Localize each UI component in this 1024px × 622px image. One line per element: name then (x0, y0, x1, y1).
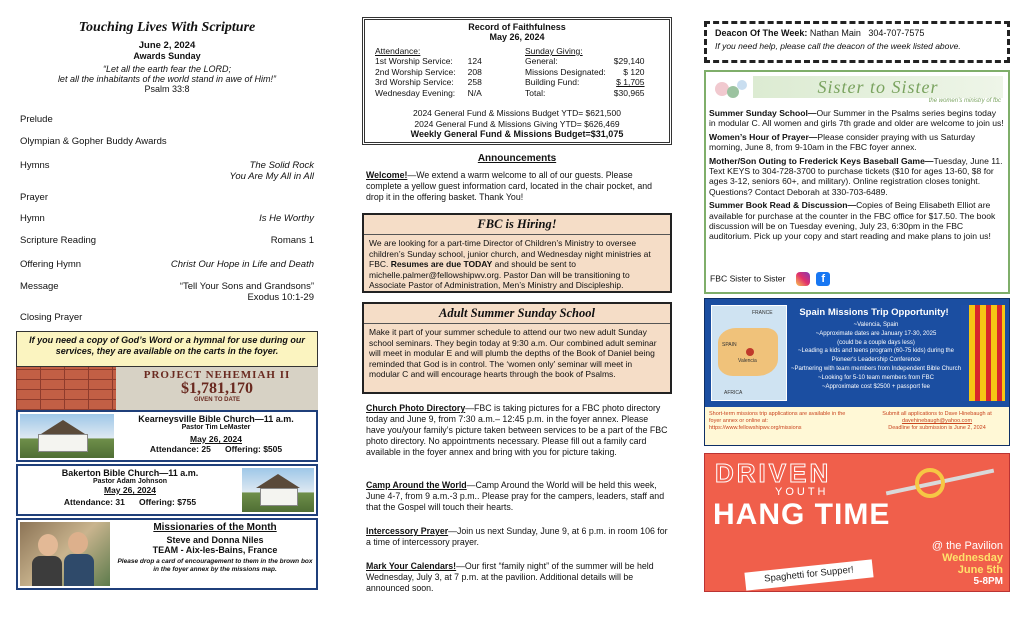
column-announcements (362, 0, 672, 622)
spain-bullets: ~Valencia, Spain ~Approximate dates are January 17-30, 2025 (could be a couple days less) ~Leading a kids and teens program (60-75 kids) during the Pioneer's Leadership Conference ~Partnering with team members from Independent Bible Church ~Looking for 5-10 team members from FBC ~Approximate cost $2500 + passport fee (791, 322, 961, 390)
camp-announcement: Camp Around the World—Camp Around the World will be held this week, June 4-7, from 9 a.m.-3 p.m.. Please pray for the campers, leaders, staff and that the Gospel will touch their hearts. (366, 480, 665, 512)
service-item: Offering Hymn Christ Our Hope in Life and Death (20, 259, 314, 270)
hang-date: June 5th (957, 564, 1003, 576)
spaghetti-supper: Spaghetti for Supper! (744, 559, 873, 590)
spain-application-info: Short-term missions trip applications are available in the foyer annex or online at: https://www.fellowshipwv.org/missions (709, 411, 846, 431)
table-row: Wednesday Evening: N/A (375, 87, 482, 98)
missionaries-names: Steve and Donna Niles (166, 535, 264, 545)
missionaries-heading: Missionaries of the Month (153, 522, 277, 533)
service-item: Prelude (20, 114, 53, 125)
missionaries-photo (20, 522, 110, 586)
service-item: Hymns The Solid Rock You Are My All in All (20, 160, 314, 182)
bulletin-occasion: Awards Sunday (133, 51, 201, 61)
kearneysville-pastor: Pastor Tim LeMaster (181, 424, 251, 431)
record-date: May 26, 2024 (489, 32, 545, 42)
hang-time-range: 5-8PM (973, 576, 1003, 587)
hiring-title: FBC is Hiring! (364, 215, 670, 235)
budget-ytd: 2024 General Fund & Missions Budget YTD= $621,500 (413, 108, 621, 118)
service-item: Scripture Reading Romans 1 (20, 235, 314, 246)
bakerton-date: May 26, 2024 (104, 485, 156, 495)
deacon-help: If you need help, please call the deacon of the week listed above. (715, 41, 961, 51)
brick-wall-image (16, 367, 116, 410)
record-of-faithfulness (362, 17, 672, 145)
welcome-announcement: Welcome!—We extend a warm welcome to all of our guests. Please complete a yellow guest information card, located in the chair pocket, and drop it in the offering basket. Thank You! (366, 170, 653, 202)
valencia-flag-image (961, 305, 1005, 401)
record-title: Record of Faithfulness (468, 22, 566, 32)
driven-text: DRIVEN (715, 458, 832, 488)
photo-directory-announcement: Church Photo Directory—FBC is taking pictures for a FBC photo directory today and June 9, from 7:30 a.m.– 12:45 p.m. in the foyer annex. Please have you/your family’s picture taken between services to be a part of the FBC photo directory. No appointments necessary. Please fill out a family card available in the foyer annex and bring with you for picture taking. (366, 403, 668, 457)
spain-map-image (711, 305, 787, 401)
table-row: Missions Designated: $ 120 (525, 66, 645, 77)
spain-title: Spain Missions Trip Opportunity! (799, 307, 949, 318)
project-amount: $1,781,170 (181, 380, 253, 397)
instagram-icon[interactable] (796, 272, 810, 286)
weekly-budget: Weekly General Fund & Missions Budget=$31,075 (410, 129, 624, 139)
missionaries-note: Please drop a card of encouragement to them in the brown box in the foyer annex by the missions map. (117, 558, 313, 573)
map-label: SPAIN (722, 342, 737, 348)
verse-line-2: let all the inhabitants of the world stand in awe of Him!” (57, 74, 277, 84)
youth-hang-time-flyer (704, 453, 1010, 592)
bakerton-name: Bakerton Bible Church—11 a.m. (61, 468, 199, 478)
service-item: Olympian & Gopher Buddy Awards (20, 136, 167, 147)
kearneysville-name: Kearneysville Bible Church—11 a.m. (138, 414, 294, 424)
bakerton-stats: Attendance: 31 Offering: $755 (63, 497, 197, 507)
bulletin-title: Touching Lives With Scripture (78, 20, 256, 35)
spain-email-link[interactable]: davehinebaugh@yahoo.com (901, 418, 973, 424)
sister-logo-banner (709, 74, 1005, 108)
kearneysville-stats: Attendance: 25 Offering: $505 (149, 444, 283, 454)
fork-spaghetti-icon (885, 460, 1005, 510)
map-label: AFRICA (724, 390, 743, 396)
deacon-of-week-box: Deacon Of The Week: Nathan Main 304-707-7575 If you need help, please call the deacon of the week listed above. (704, 21, 1010, 63)
calendar-announcement: Mark Your Calendars!—Our first “family night” of the summer will be held Wednesday, July 3, at 7 p.m. at the pavilion. Additional details will be announced soon. (366, 561, 654, 593)
giving-table: Sunday Giving: General: $29,140 Missions Designated: $ 120 Building Fund: $ 1,705 Total: $30,965 (525, 46, 645, 98)
table-row: General: $29,140 (525, 56, 645, 67)
verse-ref: Psalm 33:8 (144, 84, 190, 94)
youth-text: YOUTH (775, 486, 829, 498)
service-item: Prayer (20, 192, 48, 203)
hang-day: Wednesday (942, 552, 1003, 564)
adult-sunday-school-box: Adult Summer Sunday School Make it part of your summer schedule to attend our two new adult Sunday school seminars. They begin today at 9:30 a.m. Our combined adult seminar will meet in modular E and will plumb the depths of the Book of Daniel being reminded that God is in control. The ‘women only’ seminar will meet in modular C and will encourage hearts through the book of Psalms. (362, 302, 672, 394)
service-item: Hymn Is He Worthy (20, 213, 314, 224)
spain-missions-flyer: FRANCE Valencia SPAIN AFRICA Spain Missions Trip Opportunity! ~Valencia, Spain ~Approximate dates are January 17-30, 2025 (could be a couple days less) ~Leading a kids and teens program (60-75 kids) during the Pioneer's Leadership Conference ~Partnering with team members from Independent Bible Church ~Looking for 5-10 team members from FBC ~Approximate cost $2500 + passport fee Short-term missions trip applications are available in the foyer annex or online at: https://www.fellowshipwv.org/missions Submit all applications to Dave Hinebaugh at davehinebaugh@yahoo.com Deadline for submission is June 2, 2024 (704, 298, 1010, 446)
facebook-icon[interactable]: f (816, 272, 830, 286)
announcements-heading: Announcements (477, 153, 557, 164)
flower-icon (711, 78, 751, 102)
table-row: 3rd Worship Service: 258 (375, 77, 482, 88)
map-label: FRANCE (752, 310, 773, 316)
hymnal-note: If you need a copy of God’s Word or a hymnal for use during our services, they are available on the carts in the foyer. (16, 331, 318, 367)
project-nehemiah-banner (16, 367, 318, 410)
column-order-of-service (16, 0, 318, 622)
kearneysville-church-photo (20, 414, 114, 458)
sister-tagline: the women’s ministry of fbc (928, 98, 1001, 104)
sister-footer: FBC Sister to Sister (710, 273, 786, 284)
giving-ytd: 2024 General Fund & Missions Giving YTD= $626,469 (414, 118, 620, 129)
column-ministries (704, 0, 1010, 622)
map-label: Valencia (738, 358, 757, 364)
sister-logo: Sister to Sister (753, 76, 1003, 98)
bakerton-church-photo (242, 468, 314, 512)
attendance-table: Attendance: 1st Worship Service: 124 2nd Worship Service: 208 3rd Worship Service: 258 Wednesday Evening: N/A (375, 46, 482, 98)
prayer-announcement: Intercessory Prayer—Join us next Sunday, June 9, at 6 p.m. in room 106 for a time of intercessory prayer. (366, 526, 668, 547)
project-caption: GIVEN TO DATE (193, 397, 241, 403)
table-row: 1st Worship Service: 124 (375, 56, 482, 67)
kearneysville-date: May 26, 2024 (190, 434, 242, 444)
table-row: 2nd Worship Service: 208 (375, 66, 482, 77)
service-item: Closing Prayer (20, 312, 83, 323)
sister-to-sister-box: Sister to Sister the women’s ministry of fbc Summer Sunday School—Our Summer in the Psalms series begins today in modular C. All women and girls 7th grade and older are welcome to join us! Women’s Hour of Prayer—Please consider praying with us Saturday morning, June 8, from 9-10am in the FBC foyer annex. Mother/Son Outing to Frederick Keys Baseball Game—Tuesday, June 11. Text KEYS to 304-728-3700 to purchase tickets ($10 for ages 13-60, $8 for ages 3-12, seniors 60+, and military). Online registration closes tonight. Questions? Contact Deborah at 330-703-6489. Summer Book Read & Discussion—Copies of Being Elisabeth Elliot are available for purchase at the counter in the FBC office for $17.50. The book discussion will be on Tuesday evening, July 23, 6:30pm in the FBC auditorium. Pick up your copy and start reading and make plans to join us! FBC Sister to Sister f (704, 70, 1010, 294)
hang-location: @ the Pavilion (931, 540, 1003, 552)
bakerton-pastor: Pastor Adam Johnson (92, 478, 168, 485)
bakerton-box (16, 464, 318, 516)
adult-sunday-school-title: Adult Summer Sunday School (364, 304, 670, 324)
service-item: Message “Tell Your Sons and Grandsons” Exodus 10:1-29 (20, 281, 314, 303)
table-row: Building Fund: $ 1,705 (525, 77, 645, 88)
missionaries-team: TEAM - Aix-les-Bains, France (152, 545, 278, 555)
project-name: PROJECT NEHEMIAH II (143, 369, 291, 381)
hang-time-text: HANG TIME (713, 498, 891, 531)
bulletin-date: June 2, 2024 (138, 40, 196, 51)
verse-line-1: “Let all the earth fear the LORD; (102, 64, 232, 74)
missionaries-box (16, 518, 318, 590)
table-row: Total: $30,965 (525, 87, 645, 98)
kearneysville-box (16, 410, 318, 462)
hiring-box: FBC is Hiring! We are looking for a part-time Director of Children’s Ministry to oversee children’s Sunday school, junior church, and Wednesday night ministries at FBC. Resumes are due TODAY and should be sent to michelle.palmer@fellowshipwv.org. Pastor Dan will be transitioning to Associate Pastor of Administration, Men’s Ministry and Discipleship. (362, 213, 672, 293)
